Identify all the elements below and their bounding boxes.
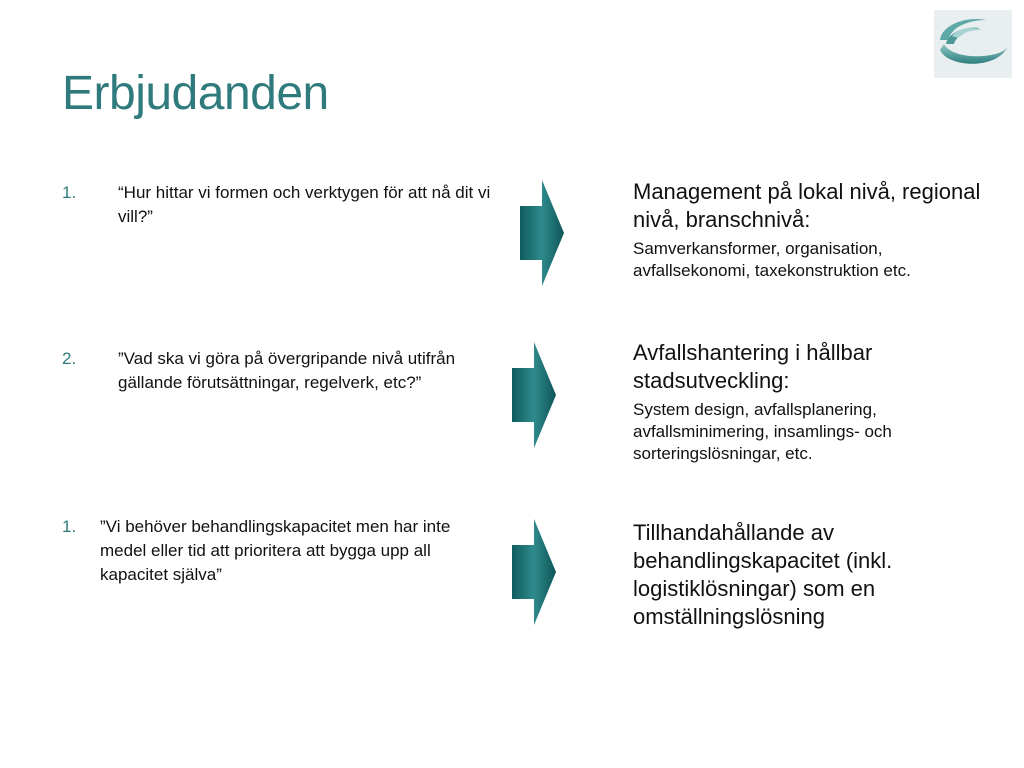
offer-heading: Avfallshantering i hållbar stadsutveckling: (633, 340, 873, 393)
offer-block-2 (633, 339, 993, 465)
offer-heading: Tillhandahållande av behandlingskapacitet (inkl. logistiklösningar) som en omställningslösning (633, 520, 893, 629)
question-item-2 (62, 347, 502, 427)
offer-detail: System design, avfallsplanering, avfallsminimering, insamlings- och sorteringslösningar, etc. (633, 400, 892, 463)
list-number: 2. (62, 349, 77, 368)
offer-detail: Samverkansformer, organisation, avfallsekonomi, taxekonstruktion etc. (633, 239, 911, 280)
question-text: “Hur hittar vi formen och verktygen för att nå dit vi vill?” (118, 183, 491, 226)
right-arrow-icon (508, 340, 558, 450)
offer-block-3 (633, 519, 993, 631)
list-number: 1. (62, 517, 77, 536)
question-text: ”Vad ska vi göra på övergripande nivå utifrån gällande förutsättningar, regelverk, etc?” (118, 349, 456, 392)
question-text: ”Vi behöver behandlingskapacitet men har inte medel eller tid att prioritera att bygga upp all kapacitet själva” (100, 517, 451, 584)
right-arrow-icon (508, 517, 558, 627)
right-arrow-icon (516, 178, 566, 288)
question-item-3 (62, 515, 502, 595)
company-logo-icon (934, 10, 1012, 78)
slide-title: Erbjudanden (62, 67, 329, 120)
offer-block-1 (633, 178, 993, 282)
question-item-1 (62, 181, 502, 241)
offer-heading: Management på lokal nivå, regional nivå, branschnivå: (633, 179, 981, 232)
list-number: 1. (62, 183, 77, 202)
